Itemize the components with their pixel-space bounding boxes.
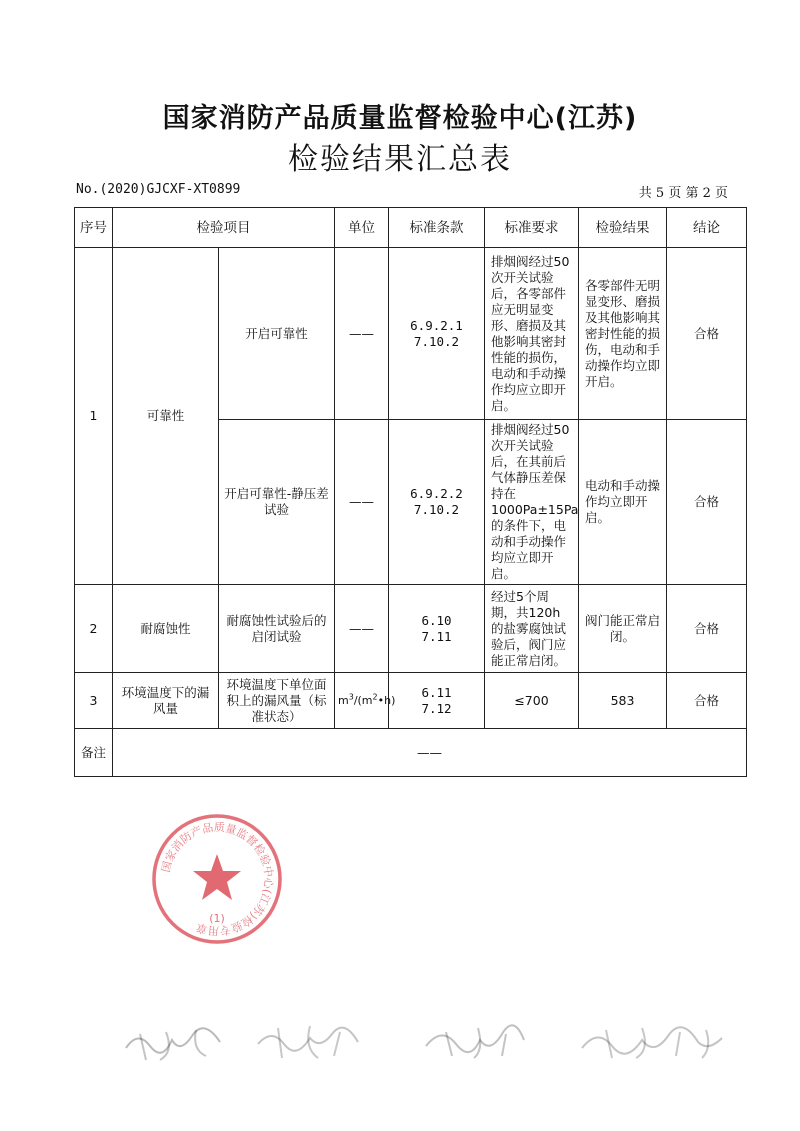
col-requirement-header: 标准要求 <box>485 208 579 248</box>
doc-title: 检验结果汇总表 <box>288 142 512 177</box>
clause-line: 7.11 <box>421 628 452 644</box>
row-unit <box>335 673 396 729</box>
star-icon <box>193 854 241 900</box>
row-unit: —— <box>335 420 389 585</box>
row-seq: 3 <box>75 673 113 729</box>
row-clause <box>389 248 485 420</box>
header-row <box>75 208 747 248</box>
table-row <box>75 673 747 729</box>
seal-text: 国家消防产品质量监督检验中心(江苏)检验专用章 <box>159 820 276 938</box>
clause-line: 7.12 <box>421 700 452 716</box>
col-unit-header: 单位 <box>335 208 389 248</box>
org-title: 国家消防产品质量监督检验中心(江苏) <box>162 103 638 134</box>
table-row <box>75 585 747 673</box>
row-item: 环境温度下单位面积上的漏风量（标准状态） <box>219 673 335 729</box>
row-conclusion: 合格 <box>667 585 747 673</box>
unit-base: m <box>338 693 349 707</box>
clause-line: 6.10 <box>421 612 452 628</box>
row-clause <box>389 420 485 585</box>
remarks-label: 备注 <box>75 729 113 777</box>
row-unit: —— <box>335 248 389 420</box>
row-category: 可靠性 <box>113 248 219 585</box>
col-item-header: 检验项目 <box>113 208 335 248</box>
row-conclusion: 合格 <box>667 248 747 420</box>
row-result: 电动和手动操作均立即开启。 <box>579 420 667 585</box>
unit-mid: /(m <box>353 693 373 707</box>
clause-line: 6.11 <box>421 684 452 700</box>
row-clause <box>389 673 485 729</box>
unit-end: •h) <box>377 693 396 707</box>
remarks-row <box>75 729 747 777</box>
row-category: 耐腐蚀性 <box>113 585 219 673</box>
row-conclusion: 合格 <box>667 673 747 729</box>
clause-line: 7.10.2 <box>413 502 460 517</box>
row-seq: 1 <box>75 248 113 585</box>
row-seq: 2 <box>75 585 113 673</box>
clause-line: 6.9.2.2 <box>410 486 463 501</box>
remarks-value: —— <box>113 729 747 777</box>
col-result-header: 检验结果 <box>579 208 667 248</box>
row-clause <box>389 585 485 673</box>
table-row <box>75 248 747 420</box>
row-requirement: 排烟阀经过50次开关试验后，各零部件应无明显变形、磨损及其他影响其密封性能的损伤，电动和手动操作均应立即开启。 <box>485 248 579 420</box>
doc-number: No.(2020)GJCXF-XT0899 <box>76 182 241 197</box>
unit-sup-2: 2 <box>372 691 378 701</box>
col-seq-header: 序号 <box>75 208 113 248</box>
row-result: 阀门能正常启闭。 <box>579 585 667 673</box>
signature-3 <box>420 1014 530 1072</box>
signature-4 <box>572 1014 732 1072</box>
row-requirement: 经过5个周期，共120h的盐雾腐蚀试验后，阀门应能正常启闭。 <box>485 585 579 673</box>
row-requirement: ≤700 <box>485 673 579 729</box>
signature-2 <box>248 1014 368 1072</box>
signature-1 <box>118 1014 228 1072</box>
row-item: 耐腐蚀性试验后的启闭试验 <box>219 585 335 673</box>
seal-number: (1) <box>209 912 225 925</box>
results-table <box>74 207 747 777</box>
row-requirement: 排烟阀经过50次开关试验后，在其前后气体静压差保持在1000Pa±15Pa的条件下，电动和手动操作均应立即开启。 <box>485 420 579 585</box>
inspection-seal <box>150 812 284 946</box>
row-conclusion: 合格 <box>667 420 747 585</box>
clause-line: 6.9.2.1 <box>410 317 463 333</box>
row-item: 开启可靠性-静压差试验 <box>219 420 335 585</box>
row-unit: —— <box>335 585 389 673</box>
unit-sup-3: 3 <box>348 691 354 701</box>
row-result: 各零部件无明显变形、磨损及其他影响其密封性能的损伤，电动和手动操作均立即开启。 <box>579 248 667 420</box>
row-result: 583 <box>579 673 667 729</box>
row-category: 环境温度下的漏风量 <box>113 673 219 729</box>
clause-line: 7.10.2 <box>413 333 460 349</box>
col-conclusion-header: 结论 <box>667 208 747 248</box>
page-info: 共 5 页 第 2 页 <box>638 186 728 201</box>
row-item: 开启可靠性 <box>219 248 335 420</box>
col-clause-header: 标准条款 <box>389 208 485 248</box>
